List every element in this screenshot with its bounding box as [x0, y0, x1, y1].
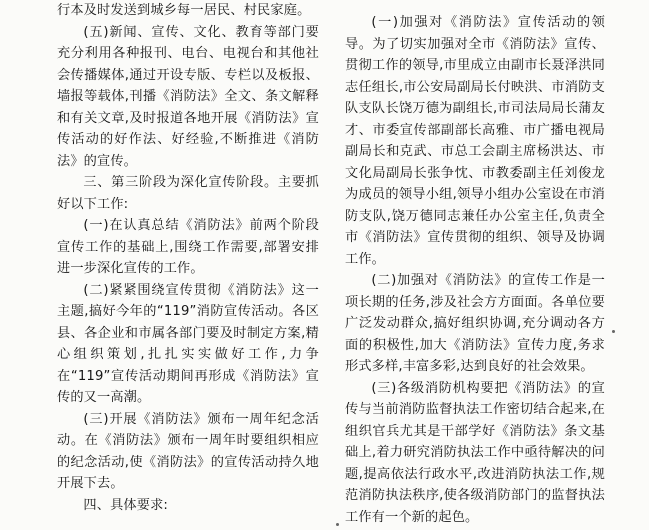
section-heading-requirements: 四、具体要求:	[83, 497, 169, 513]
right-paragraph-long-term: (二)加强对《消防法》的宣传工作是一项长期的任务,涉及社会方方面面。各单位要广泛发动群众,搞好组织协调,充分调动各方面的积极性,加大《消防法》宣传力度,务求形式多样,丰富多彩,达到良好的社会效果。	[345, 273, 605, 374]
left-paragraph-continued: 行本及时发送到城乡每一居民、村民家庭。	[57, 3, 311, 18]
right-paragraph-leadership: (一)加强对《消防法》宣传活动的领导。为了切实加强对全市《消防法》宣传、贯彻工作的领导,市里成立由副市长聂泽洪同志任组长,市公安局副局长付映洪、市消防支队支队长饶万德为副组长,市司法局局长蒲友才、市委宣传部副部长高雅、市广播电视局副局长和克武、市总工会副主席杨洪达、市文化局副局长张争忱、市教委副主任刘俊龙为成员的领导小组,领导小组办公室设在市消防支队,饶万德同志兼任办公室主任,负责全市《消防法》宣传贯彻的组织、领导及协调工作。	[345, 15, 605, 267]
left-paragraph-media: (五)新闻、宣传、文化、教育等部门要充分利用各种报刊、电台、电视台和其他社会传播媒体,通过开设专版、专栏以及板报、墙报等载体,刊播《消防法》全文、条文解释和有关文章,及时报道各地开展《消防法》宣传活动的好作法、好经验,不断推进《消防法》的宣传。	[57, 24, 319, 169]
section-heading-stage-three: 三、第三阶段为深化宣传阶段。主要抓好以下工作:	[57, 175, 319, 212]
right-paragraph-enforcement: (三)各级消防机构要把《消防法》的宣传与当前消防监督执法工作密切结合起来,在组织官兵尤其是干部学好《消防法》条文基础上,着力研究消防执法工作中亟待解决的问题,提高依法行政水平,改进消防执法工作,规范消防执法秩序,使各级消防部门的监督执法工作有一个新的起色。	[345, 380, 605, 525]
right-column	[345, 12, 605, 528]
left-paragraph-anniversary: (三)开展《消防法》颁布一周年纪念活动。在《消防法》颁布一周年时要组织相应的纪念活动,使《消防法》的宣传活动持久地开展下去。	[57, 411, 319, 491]
left-column	[57, 0, 319, 516]
scan-speck	[612, 330, 615, 333]
scan-speck	[336, 523, 339, 526]
left-paragraph-summary: (一)在认真总结《消防法》前两个阶段宣传工作的基础上,围绕工作需要,部署安排进一步深化宣传的工作。	[57, 218, 319, 276]
left-paragraph-119-campaign: (二)紧紧围绕宣传贯彻《消防法》这一主题,搞好今年的“119”消防宣传活动。各区县、各企业和市属各部门要及时制定方案,精心组织策划,扎扎实实做好工作,力争在“119”宣传活动期间再形成《消防法》宣传的又一高潮。	[57, 282, 319, 405]
